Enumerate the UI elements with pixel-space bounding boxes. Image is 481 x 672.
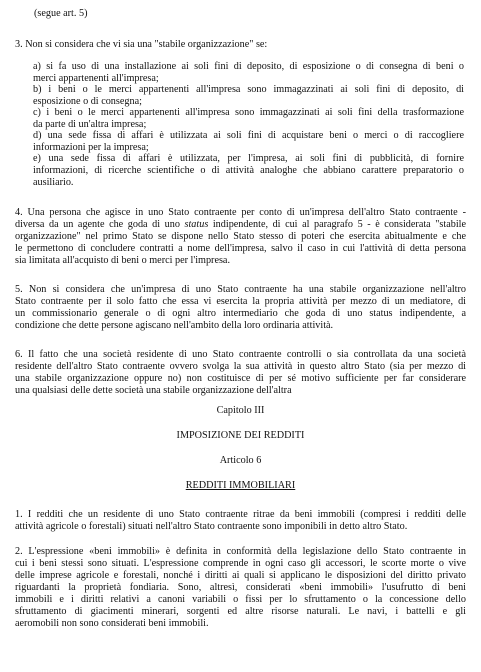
art6-para2-line7: aeromobili non sono considerati beni immobili. [15,618,209,629]
para5-line4: condizione che dette persone agiscano nell'ambito della loro ordinaria attività. [15,320,334,331]
item-e-line1: e) una sede fissa di affari è utilizzata, per l'impresa, ai soli fini di pubblicità, di fornire [33,153,464,164]
status-word: status [184,219,209,230]
para6-line1: 6. Il fatto che una società residente di uno Stato contraente controlli o sia controllata da una società [15,349,466,360]
article-heading: Articolo 6 [219,455,262,466]
para4-line2: diversa da un agente che goda di uno status indipendente, di cui al paragrafo 5 - è considerata "stabile [15,219,467,230]
para4-line1: 4. Una persona che agisce in uno Stato contraente per conto di un'impresa dell'altro Stato contraente - [15,207,466,218]
art6-para2-line2: cui i beni stessi sono situati. L'espressione comprende in ogni caso gli accessori, le scorte morte o vive [15,558,466,569]
para5-line2: Stato contraente per il solo fatto che essa vi esercita la propria attività per mezzo di un mediatore, di [15,296,466,307]
para4-line4: le permettono di concludere contratti a nome dell'impresa, salvo il caso in cui l'attività di detta persona [15,243,466,254]
item-a-line1: a) si fa uso di una installazione ai soli fini di deposito, di esposizione o di consegna di beni o [33,61,464,72]
item-d-line2: informazioni per la impresa; [33,142,149,153]
art6-para2-line5: immobili e i diritti relativi a canoni variabili o fissi per lo sfruttamento o la concessione dello [15,594,466,605]
chapter-title: IMPOSIZIONE DEI REDDITI [176,430,305,441]
chapter-heading: Capitolo III [216,405,265,416]
art6-para2-line3: delle imprese agricole e forestali, nonché i diritti ai quali si applicano le disposizioni del diritto privato [15,570,466,581]
item-c-line2: da parte di un'altra impresa; [33,119,147,130]
item-b-line1: b) i beni o le merci appartenenti all'impresa sono immagazzinati ai soli fini di deposito, di [33,84,464,95]
art6-para1-line2: attività agricole o forestali) situati nell'altro Stato contraente sono imponibili in detto altro Stato. [15,521,408,532]
para4-line5: sia limitata all'acquisto di beni o merci per l'impresa. [15,255,230,266]
art6-para2-line6: sfruttamento di giacimenti minerari, sorgenti ed altre risorse naturali. Le navi, i battelli e gli [15,606,466,617]
item-d-line1: d) una sede fissa di affari è utilizzata ai soli fini di acquistare beni o merci o di raccogliere [33,130,464,141]
art6-para1-line1: 1. I redditi che un residente di uno Stato contraente ritrae da beni immobili (compresi i redditi delle [15,509,466,520]
item-b-line2: esposizione o di consegna; [33,96,142,107]
para4-line3: organizzazione" nel primo Stato se dispone nello Stato stesso di poteri che esercita abitualmente e che [15,231,466,242]
art6-para2-line1: 2. L'espressione «beni immobili» è definita in conformità della legislazione dello Stato contraente in [15,546,466,557]
para6-line3: una stabile organizzazione oppure no) non costituisce di per sé motivo sufficiente per far considerare [15,373,466,384]
article-title: REDDITI IMMOBILIARI [185,480,296,491]
para5-line3: un commissionario generale o di ogni altro intermediario che goda di uno status indipendente, a [15,308,466,319]
para6-line4: una qualsiasi delle dette società una stabile organizzazione dell'altra [15,385,292,396]
item-a-line2: merci appartenenti all'impresa; [33,73,159,84]
item-c-line1: c) i beni o le merci appartenenti all'impresa sono immagazzinati ai soli fini della trasformazione [33,107,464,118]
art6-para2-line4: riguardanti la proprietà fondiaria. Sono, altresì, considerati «beni immobili» l'usufrutto di beni [15,582,466,593]
para5-line1: 5. Non si considera che un'impresa di uno Stato contraente ha una stabile organizzazione nell'altro [15,284,466,295]
item-e-line2: informazioni, di ricerche scientifiche o di attività analoghe che abbiano carattere preparatorio o [33,165,464,176]
para6-line2: residente dell'altro Stato contraente ovvero svolga la sua attività in questo altro Stato (sia per mezzo di [15,361,466,372]
para3-intro: 3. Non si considera che vi sia una "stabile organizzazione" se: [15,39,268,50]
item-e-line3: ausiliario. [33,177,74,188]
continuation-note: (segue art. 5) [34,8,88,19]
